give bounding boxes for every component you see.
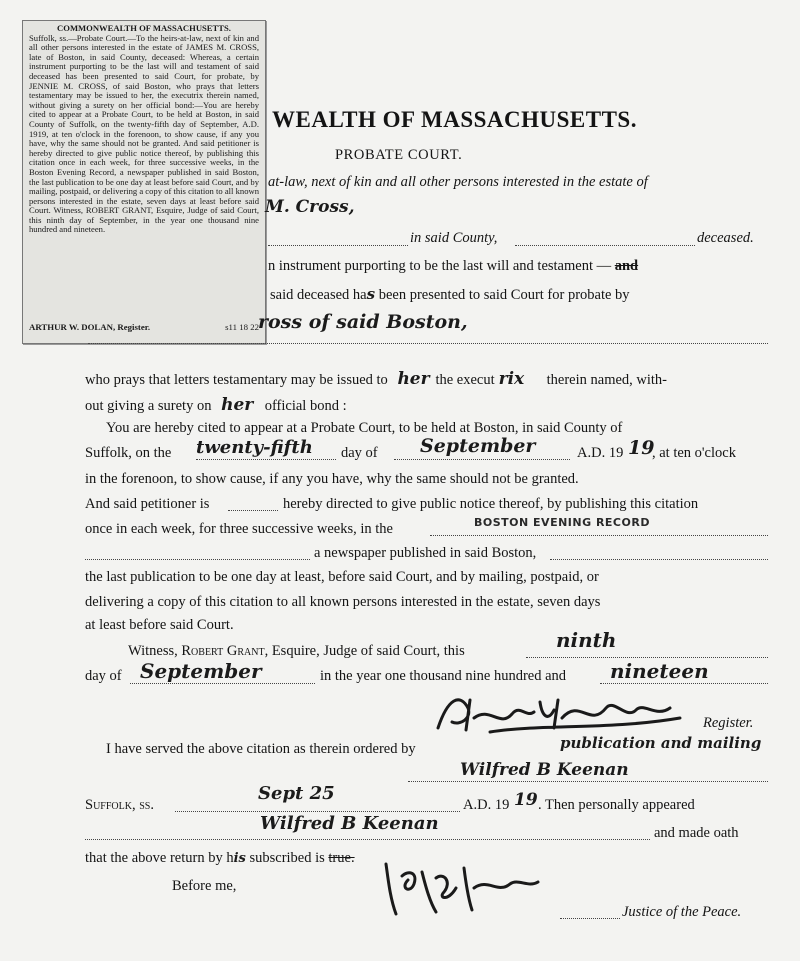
made-oath: and made oath (654, 825, 739, 841)
blank-line (560, 918, 620, 919)
year-words-handwritten: nineteen (610, 659, 709, 683)
before-me: Before me, (172, 878, 237, 894)
in-said-county: in said County, (410, 230, 498, 246)
blank-line (430, 535, 768, 536)
served-handwritten: publication and mailing (560, 734, 762, 752)
blank-line (85, 839, 650, 840)
register-signature (430, 688, 700, 738)
year-line: in the year one thousand nine hundred and (320, 668, 567, 684)
petitioner-handwritten: ross of said Boston, (258, 311, 468, 333)
ad-label: A.D. 19 (577, 445, 624, 461)
blank-line (175, 811, 460, 812)
name-fragment-handwritten: M. Cross, (265, 197, 355, 217)
newspaper-clipping (22, 20, 266, 344)
newspaper-stamp: BOSTON EVENING RECORD (474, 516, 650, 529)
year-handwritten: 19 (628, 437, 655, 459)
blank-line (526, 657, 768, 658)
blank-line (268, 245, 408, 246)
once-line: once in each week, for three successive weeks, in the (85, 521, 393, 537)
blank-line (85, 559, 310, 560)
blank-line (394, 459, 570, 460)
court-name: PROBATE COURT. (335, 147, 463, 163)
served-line: I have served the above citation as therein ordered by (106, 741, 416, 757)
presented-line: said deceased has been presented to said Court for probate by (270, 285, 630, 303)
suffolk-ss: Suffolk, ss. (85, 797, 154, 813)
last-publication-line: the last publication to be one day at least, before said Court, and by mailing, postpaid, or (85, 569, 599, 585)
blank-line (228, 510, 278, 511)
blank-line (88, 343, 768, 344)
clipping-title: COMMONWEALTH OF MASSACHUSETTS. (57, 23, 231, 33)
day-handwritten: twenty-fifth (196, 437, 313, 458)
newspaper-line: a newspaper published in said Boston, (314, 545, 537, 561)
appeared-name-handwritten: Wilfred B Keenan (260, 813, 439, 834)
blank-line (196, 459, 336, 460)
register-label: Register. (703, 715, 754, 731)
blank-line (550, 559, 768, 560)
heirs-line: at-law, next of kin and all other persons interested in the estate of (268, 174, 648, 190)
at-least-line: at least before said Court. (85, 617, 234, 633)
return-line: that the above return by his subscribed is true. (85, 850, 355, 866)
month-handwritten: September (420, 435, 536, 457)
forenoon-line: in the forenoon, to show cause, if any you have, why the same should not be granted. (85, 471, 579, 487)
deceased-label: deceased. (697, 230, 754, 246)
document-title: WEALTH OF MASSACHUSETTS. (272, 107, 637, 132)
day-of-label: day of (341, 445, 378, 461)
witness-month-handwritten: September (140, 659, 262, 683)
clipping-code: s11 18 22 (225, 322, 259, 332)
delivering-line: delivering a copy of this citation to all known persons interested in the estate, seven days (85, 594, 601, 610)
blank-line (130, 683, 315, 684)
year2-handwritten: 19 (514, 790, 538, 810)
then-appeared: . Then personally appeared (538, 797, 695, 813)
day-of-label-2: day of (85, 668, 122, 684)
prays-line: who prays that letters testamentary may be issued to her the execut rix therein named, with- (85, 369, 668, 389)
instrument-line: n instrument purporting to be the last will and testament — and (268, 258, 639, 274)
blank-line (600, 683, 768, 684)
justice-signature (378, 858, 568, 918)
witness-line: Witness, Robert Grant, Esquire, Judge of said Court, this (128, 643, 465, 659)
justice-label: Justice of the Peace. (622, 904, 742, 920)
ad-label-2: A.D. 19 (463, 797, 510, 813)
struck-and: and (614, 258, 639, 274)
clipping-signature: ARTHUR W. DOLAN, Register. (29, 322, 151, 332)
petitioner-label: And said petitioner is (85, 496, 210, 512)
petitioner-line: hereby directed to give public notice thereof, by publishing this citation (283, 496, 699, 512)
surety-line: out giving a surety on her official bond : (85, 395, 347, 415)
server-name-handwritten: Wilfred B Keenan (460, 760, 629, 780)
cited-line: You are hereby cited to appear at a Probate Court, to be held at Boston, in said County of (106, 420, 623, 436)
clipping-body: Suffolk, ss.—Probate Court.—To the heirs-at-law, next of kin and all other persons interested in the estate of JAMES M. CROSS, late of Boston, in said County, deceased: Whereas, a certain instrument purporting to be the last will and testament of said deceased has been presented to said Court, for probate, by JENNIE M. CROSS, of said Boston, who prays that letters testamentary may be issued to her, the executrix therein named, without giving a surety on her official bond:—You are hereby cited to appear at a Probate Court, to be held at Boston, in said County of Suffolk, on the twenty-fifth day of September, A.D. 1919, at ten o'clock in the forenoon, to show cause, if any you have, why the same should not be granted. And said petitioner is hereby directed to give public notice thereof, by publishing this citation once in each week, for three successive weeks, in the Boston Evening Record, a newspaper published in said Boston, the last publication to be one day at least before said Court, and by mailing, postpaid, or delivering a copy of this citation to all known persons interested in the estate, seven days at least before said Court. Witness, ROBERT GRANT, Esquire, Judge of said Court, this ninth day of September, in the year one thousand nine hundred and nineteen. (29, 32, 259, 235)
suffolk-on-label: Suffolk, on the (85, 445, 172, 461)
date-handwritten: Sept 25 (258, 783, 335, 804)
ten-oclock: , at ten o'clock (652, 445, 736, 461)
witness-day-handwritten: ninth (556, 628, 617, 652)
struck-true: true. (328, 850, 355, 866)
blank-line (408, 781, 768, 782)
blank-line (515, 245, 695, 246)
